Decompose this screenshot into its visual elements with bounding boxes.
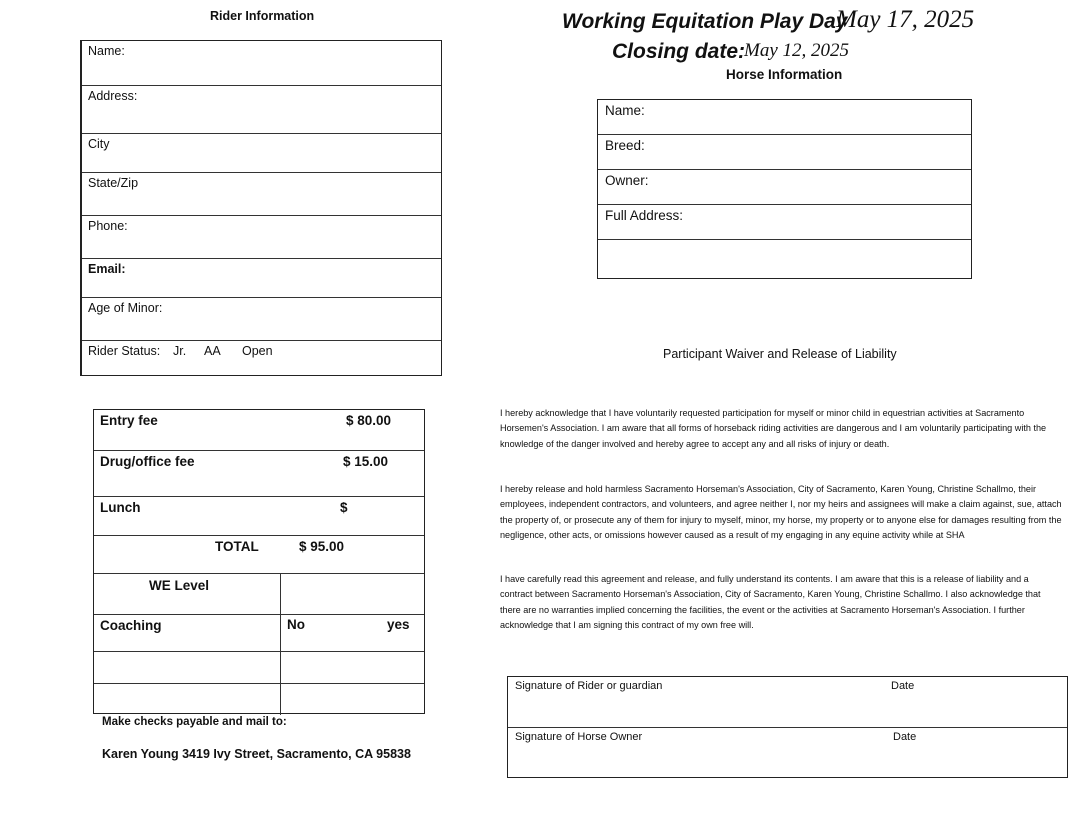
horse-info-box (597, 99, 972, 279)
fee-row-blank[interactable] (94, 652, 424, 684)
field-label: Owner: (605, 173, 649, 188)
coaching-label: Coaching (100, 618, 162, 633)
entry-fee-label: Entry fee (100, 413, 158, 428)
fee-row-coaching (94, 615, 424, 652)
rider-address-field[interactable] (82, 86, 441, 134)
waiver-paragraph: I hereby release and hold harmless Sacramento Horseman's Association, City of Sacramento, Karen Young, Christine Schallmo, their employees, independent contractors, and volunteers, and agree neither I, nor my heirs and assignees will make a claim against, sue, attach the property of, or prosecute any of them for injury to myself, minor, my horse, my property or to anyone else for damages resulting from the negligence, other acts, or omissions however caused as a result of my engaging in any equine activity while at SHA (500, 484, 1062, 541)
event-title: Working Equitation Play Day (562, 10, 848, 33)
owner-signature-date-label: Date (893, 731, 917, 743)
rider-age-of-minor-field[interactable] (82, 298, 441, 341)
field-label: Name: (605, 103, 645, 118)
rider-signature-field[interactable] (508, 677, 1067, 728)
waiver-paragraph: I hereby acknowledge that I have voluntarily requested participation for myself or minor child in equestrian activities at Sacramento Horsemen's Association. I am aware that all forms of horseback riding activities are dangerous and I am voluntarily participating with the knowledge of the danger involved and hereby agree to accept any and all risks of injury or death. (500, 408, 1047, 449)
rider-email-field[interactable] (82, 259, 441, 298)
horse-address-continued-field[interactable] (598, 240, 971, 278)
fee-row-we-level[interactable] (94, 574, 424, 615)
mail-instructions: Make checks payable and mail to: (102, 716, 287, 728)
field-label: Breed: (605, 138, 645, 153)
lunch-label: Lunch (100, 500, 141, 515)
rider-status-option-aa[interactable]: AA (204, 344, 221, 358)
rider-status-field (82, 341, 441, 377)
fee-row-lunch[interactable] (94, 497, 424, 536)
rider-status-option-open[interactable]: Open (242, 344, 273, 358)
rider-name-field[interactable] (82, 41, 441, 86)
fee-row-drug-office (94, 451, 424, 497)
rider-signature-date-label: Date (891, 680, 915, 692)
rider-status-option-jr[interactable]: Jr. (173, 344, 187, 358)
closing-date-label: Closing date: (612, 40, 746, 63)
drug-office-fee-amount: $ 15.00 (343, 454, 389, 469)
owner-signature-field[interactable] (508, 728, 1067, 779)
fee-row-total (94, 536, 424, 574)
waiver-paragraph: I have carefully read this agreement and release, and fully understand its contents. I am aware that this is a release of liability and a contract between Sacramento Horseman's Association, City of Sacramento, Karen Young, Christine Schallmo. I also acknowledge that there are no warranties implied concerning the facilities, the event or the activities at Sacramento Horseman's Association. I further acknowledge that I am signing this contract of my own free will. (500, 574, 1041, 631)
field-label: Age of Minor: (88, 301, 163, 315)
total-label: TOTAL (215, 539, 259, 554)
event-date: May 17, 2025 (836, 6, 975, 33)
field-label: Rider Status: (88, 344, 161, 358)
field-label: City (88, 137, 110, 151)
lunch-amount: $ (340, 500, 348, 515)
field-label: Email: (88, 262, 126, 276)
total-amount: $ 95.00 (299, 539, 345, 554)
we-level-label: WE Level (149, 578, 210, 593)
horse-full-address-field[interactable] (598, 205, 971, 240)
horse-info-title: Horse Information (726, 67, 843, 82)
field-label: Name: (88, 44, 125, 58)
waiver-title: Participant Waiver and Release of Liability (663, 347, 897, 361)
rider-phone-field[interactable] (82, 216, 441, 259)
fee-table-divider (280, 574, 281, 715)
coaching-yes-option[interactable]: yes (387, 617, 410, 632)
entry-fee-amount: $ 80.00 (346, 413, 392, 428)
closing-date: May 12, 2025 (744, 40, 850, 61)
horse-breed-field[interactable] (598, 135, 971, 170)
rider-city-field[interactable] (82, 134, 441, 173)
rider-info-box (80, 40, 442, 376)
horse-name-field[interactable] (598, 100, 971, 135)
rider-signature-label: Signature of Rider or guardian (515, 680, 663, 692)
field-label: Full Address: (605, 208, 684, 223)
mail-address: Karen Young 3419 Ivy Street, Sacramento, CA 95838 (102, 747, 411, 761)
rider-info-title: Rider Information (210, 9, 315, 23)
fee-row-entry (94, 410, 424, 451)
owner-signature-label: Signature of Horse Owner (515, 731, 643, 743)
horse-owner-field[interactable] (598, 170, 971, 205)
coaching-no-option[interactable]: No (287, 617, 305, 632)
field-label: Phone: (88, 219, 128, 233)
rider-state-zip-field[interactable] (82, 173, 441, 216)
field-label: State/Zip (88, 176, 139, 190)
fee-table (93, 409, 425, 714)
drug-office-fee-label: Drug/office fee (100, 454, 195, 469)
signature-box (507, 676, 1068, 778)
fee-row-blank[interactable] (94, 684, 424, 715)
field-label: Address: (88, 89, 138, 103)
